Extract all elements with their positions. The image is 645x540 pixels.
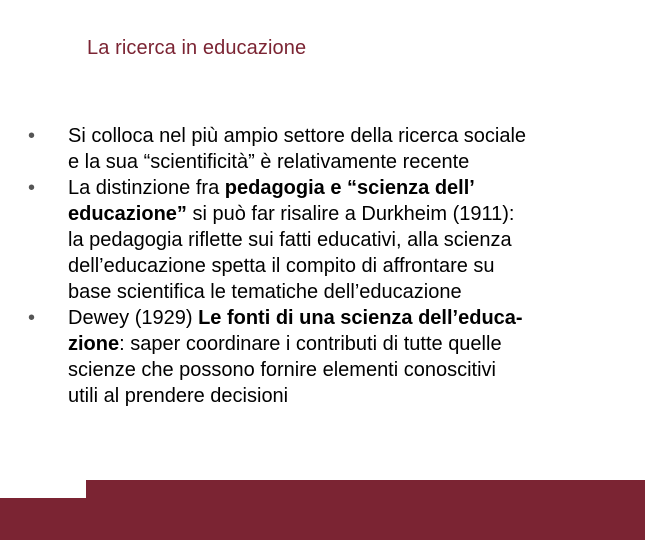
text-run: si può far risalire a Durkheim (1911): — [186, 203, 515, 225]
text-run: la pedagogia riflette sui fatti educativi, alla scienza — [68, 229, 512, 251]
bold-text-run: pedagogia e “scienza dell’ — [224, 177, 475, 199]
bullet-item — [28, 123, 628, 175]
text-line — [68, 201, 628, 227]
bold-text-run: educazione” — [68, 203, 187, 225]
bold-text-run: Le fonti di una scienza dell’educa- — [198, 307, 523, 329]
text-run: Si colloca nel più ampio settore della ricerca sociale — [68, 125, 527, 147]
bullet-list — [28, 123, 628, 409]
text-line — [68, 331, 628, 357]
text-line — [68, 383, 628, 409]
bullet-marker: • — [28, 125, 36, 147]
text-line — [68, 175, 628, 201]
bullet-item — [28, 305, 628, 409]
bullet-item — [28, 175, 628, 305]
text-line — [68, 123, 628, 149]
bullet-marker: • — [28, 177, 36, 199]
text-line — [68, 357, 628, 383]
slide-title: La ricerca in educazione — [87, 37, 307, 59]
footer-accent-step — [86, 480, 645, 498]
text-line — [68, 227, 628, 253]
text-run: : saper coordinare i contributi di tutte quelle — [119, 333, 502, 355]
text-line — [68, 149, 628, 175]
text-run: utili al prendere decisioni — [68, 385, 289, 407]
text-line — [68, 305, 628, 331]
text-run: scienze che possono fornire elementi conoscitivi — [68, 359, 496, 381]
bullet-marker: • — [28, 307, 36, 329]
text-run: Dewey (1929) — [68, 307, 199, 329]
text-line — [68, 279, 628, 305]
bold-text-run: zione — [68, 333, 120, 355]
text-line — [68, 253, 628, 279]
text-run: La distinzione fra — [68, 177, 225, 199]
footer-accent-band — [0, 498, 645, 540]
text-run: e la sua “scientificità” è relativamente recente — [68, 151, 470, 173]
text-run: dell’educazione spetta il compito di affrontare su — [68, 255, 495, 277]
text-run: base scientifica le tematiche dell’educazione — [68, 281, 462, 303]
